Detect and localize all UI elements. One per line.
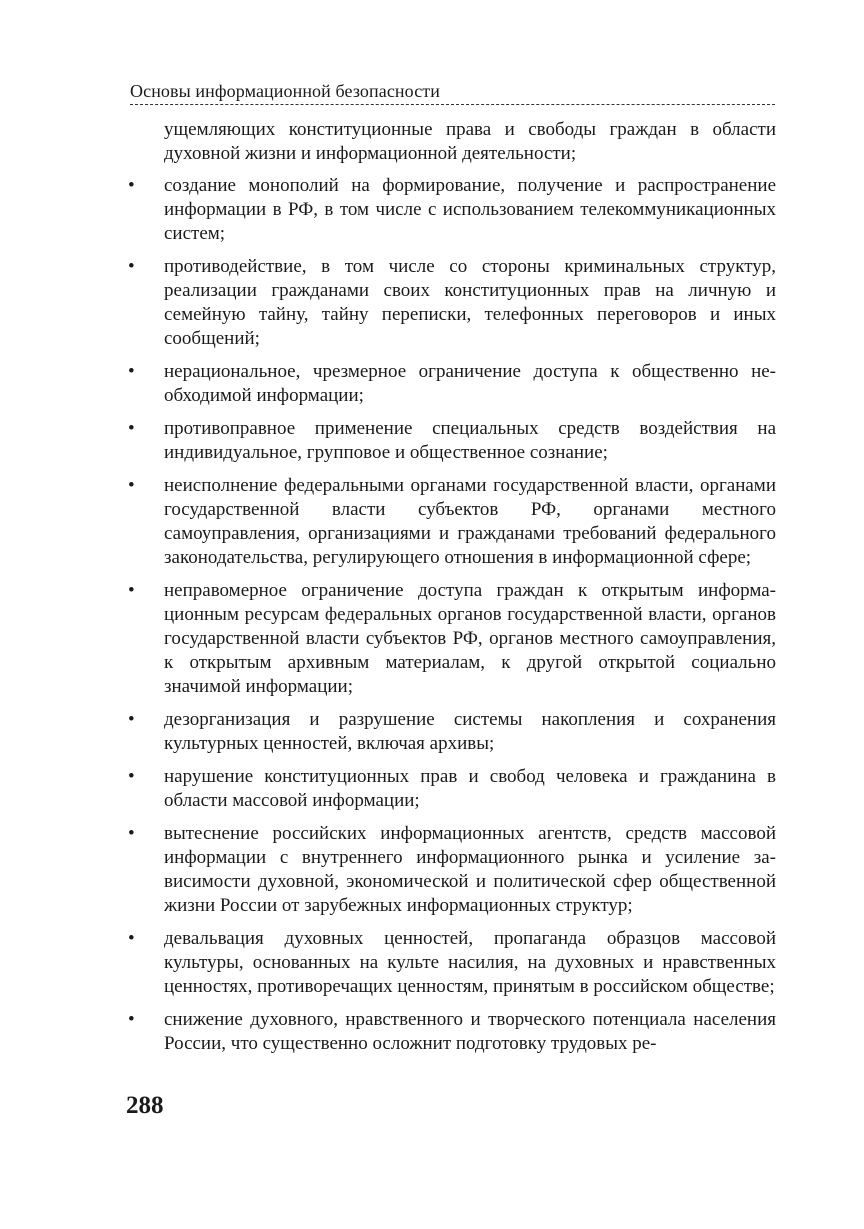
running-head-title: Основы информационной безопасности bbox=[130, 81, 441, 101]
bullet-item bbox=[124, 255, 776, 351]
bullet-text: неправомерное ограничение доступа граждан к открытым информационным ресурсам федеральных органов государственной власти, органов государственной власти субъектов РФ, органов местного самоуправления, к открытым архивным материалам, к другой открытой социально значимой информации; bbox=[164, 580, 776, 697]
page-body bbox=[124, 118, 776, 1065]
bullet-marker: • bbox=[128, 475, 135, 496]
bullet-text: вытеснение российских информационных агентств, средств массовой информации с внутреннего информационного рынка и усиление зависимости духовной, экономической и политической сфер общественной жизни России от зарубежных информационных структур; bbox=[164, 823, 776, 916]
bullet-item bbox=[124, 765, 776, 813]
bullet-item bbox=[124, 927, 776, 999]
bullet-text: нерациональное, чрезмерное ограничение доступа к общественно необходимой информации; bbox=[164, 361, 776, 406]
bullet-item bbox=[124, 360, 776, 408]
bullet-marker: • bbox=[128, 766, 135, 787]
bullet-marker: • bbox=[128, 928, 135, 949]
bullet-marker: • bbox=[128, 175, 135, 196]
bullet-marker: • bbox=[128, 580, 135, 601]
bullet-text: дезорганизация и разрушение системы накопления и сохранения культурных ценностей, включая архивы; bbox=[164, 709, 776, 754]
header-divider bbox=[130, 104, 775, 105]
bullet-text: девальвация духовных ценностей, пропаганда образцов массовой культуры, основанных на культе насилия, на духовных и нравственных ценностях, противоречащих ценностям, принятым в российском обществе; bbox=[164, 928, 776, 997]
bullet-text: неисполнение федеральными органами государственной власти, органами государственной власти субъектов РФ, органами местного самоуправления, организациями и гражданами требований федерального законодательства, регулирующего отношения в информационной сфере; bbox=[164, 475, 776, 568]
bullet-text: противоправное применение специальных средств воздействия на индивидуальное, групповое и общественное сознание; bbox=[164, 418, 776, 463]
bullet-marker: • bbox=[128, 256, 135, 277]
page-number: 288 bbox=[126, 1092, 164, 1119]
bullet-marker: • bbox=[128, 361, 135, 382]
bullet-item bbox=[124, 474, 776, 570]
bullet-text: создание монополий на формирование, получение и распространение информации в РФ, в том числе с использованием телекоммуникационных систем; bbox=[164, 175, 776, 244]
bullet-item bbox=[124, 579, 776, 699]
bullet-marker: • bbox=[128, 823, 135, 844]
bullet-item bbox=[124, 1008, 776, 1056]
bullet-marker: • bbox=[128, 1009, 135, 1030]
bullet-item bbox=[124, 174, 776, 246]
bullet-item bbox=[124, 822, 776, 918]
bullet-text: снижение духовного, нравственного и творческого потенциала населения России, что существенно осложнит подготовку трудовых ре- bbox=[164, 1009, 776, 1054]
bullet-marker: • bbox=[128, 709, 135, 730]
bullet-list bbox=[124, 174, 776, 1056]
bullet-item bbox=[124, 417, 776, 465]
bullet-text: противодействие, в том числе со стороны криминальных структур, реализации гражданами своих конституционных прав на личную и семейную тайну, тайну переписки, телефонных переговоров и иных сообщений; bbox=[164, 256, 776, 349]
bullet-item bbox=[124, 708, 776, 756]
bullet-marker: • bbox=[128, 418, 135, 439]
bullet-text: нарушение конституционных прав и свобод человека и гражданина в области массовой информации; bbox=[164, 766, 776, 811]
continuation-paragraph: ущемляющих конституционные права и свободы граждан в области духовной жизни и информационной деятельности; bbox=[164, 119, 776, 164]
